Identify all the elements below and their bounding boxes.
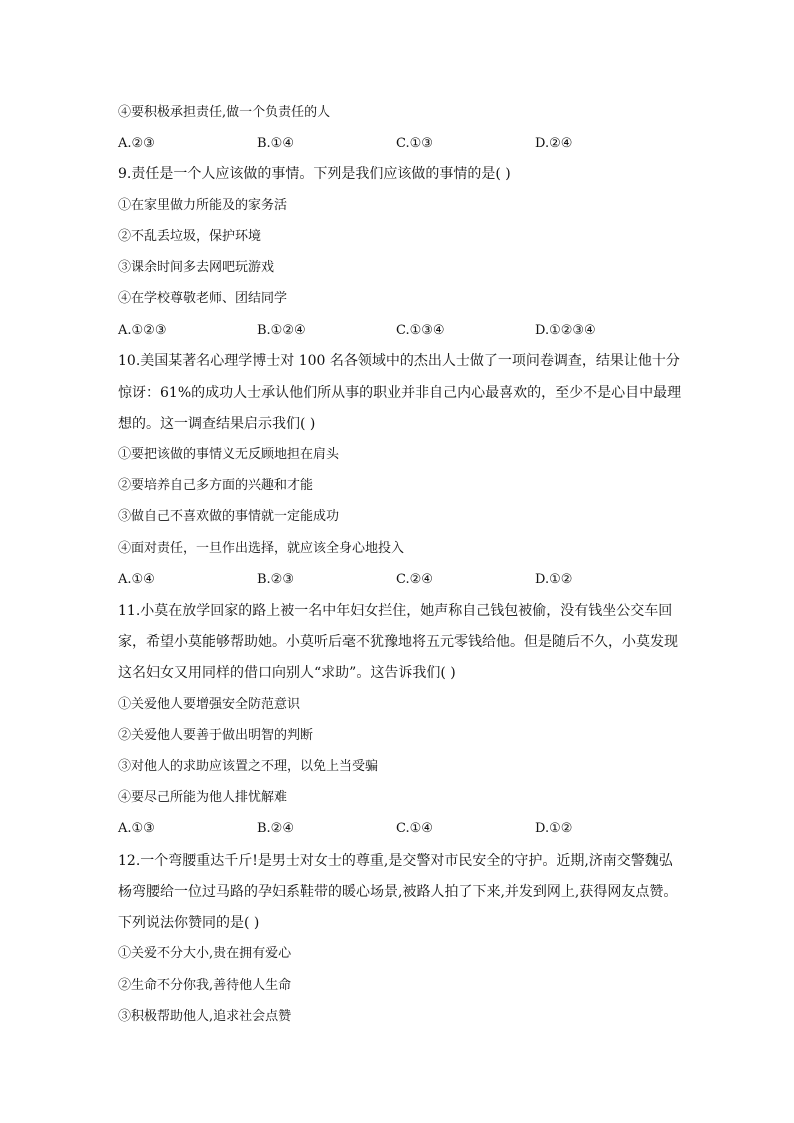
- q8-option-b: B.①④: [257, 136, 294, 151]
- q10-options: [118, 571, 678, 589]
- q11-option-a: A.①③: [118, 821, 155, 836]
- q8-item-4: ④要积极承担责任,做一个负责任的人: [118, 105, 331, 120]
- q12-stem-line-3: 下列说法你赞同的是( ): [118, 915, 260, 931]
- q10-item-3: ③做自己不喜欢做的事情就一定能成功: [118, 509, 340, 524]
- q12-stem-line-1: 12.一个弯腰重达千斤!是男士对女士的尊重,是交警对市民安全的守护。近期,济南交警魏弘: [118, 853, 673, 869]
- q10-stem-line-2: 惊讶：61%的成功人士承认他们所从事的职业并非自己内心最喜欢的，至少不是心目中最理: [118, 385, 682, 401]
- q11-item-2: ②关爱他人要善于做出明智的判断: [118, 728, 314, 743]
- q10-stem-line-1: 10.美国某著名心理学博士对 100 名各领域中的杰出人士做了一项问卷调查，结果让他十分: [118, 353, 680, 369]
- q9-option-a: A.①②③: [118, 323, 167, 338]
- q10-option-b: B.②③: [257, 572, 294, 587]
- q9-stem: 9.责任是一个人应该做的事情。下列是我们应该做的事情的是( ): [118, 166, 511, 182]
- q12-stem-line-2: 杨弯腰给一位过马路的孕妇系鞋带的暖心场景,被路人拍了下来,并发到网上,获得网友点赞。: [118, 884, 678, 900]
- q11-stem-line-3: 这名妇女又用同样的借口向别人“求助”。这告诉我们( ): [118, 665, 456, 681]
- q11-item-1: ①关爱他人要增强安全防范意识: [118, 697, 301, 712]
- q9-option-c: C.①③④: [396, 323, 445, 338]
- q12-item-1: ①关爱不分大小,贵在拥有爱心: [118, 946, 292, 961]
- q11-stem-line-2: 家，希望小莫能够帮助她。小莫听后毫不犹豫地将五元零钱给他。但是随后不久，小莫发现: [118, 634, 678, 650]
- q11-option-c: C.①④: [396, 821, 433, 836]
- q10-item-2: ②要培养自己多方面的兴趣和才能: [118, 478, 314, 493]
- q10-item-1: ①要把该做的事情义无反顾地担在肩头: [118, 447, 340, 462]
- q9-option-d: D.①②③④: [535, 323, 596, 338]
- q11-item-4: ④要尽己所能为他人排忧解难: [118, 790, 288, 805]
- q11-option-d: D.①②: [535, 821, 573, 836]
- q12-item-3: ③积极帮助他人,追求社会点赞: [118, 1009, 292, 1024]
- q9-item-1: ①在家里做力所能及的家务活: [118, 198, 288, 213]
- q9-options: [118, 322, 678, 340]
- q11-stem-line-1: 11.小莫在放学回家的路上被一名中年妇女拦住，她声称自己钱包被偷，没有钱坐公交车回: [118, 603, 673, 619]
- q9-option-b: B.①②④: [257, 323, 306, 338]
- q10-item-4: ④面对责任，一旦作出选择，就应该全身心地投入: [118, 541, 405, 556]
- q10-option-d: D.①②: [535, 572, 573, 587]
- q8-option-a: A.②③: [118, 136, 155, 151]
- q12-item-2: ②生命不分你我,善待他人生命: [118, 978, 292, 993]
- q11-options: [118, 820, 678, 838]
- q8-options: [118, 135, 678, 153]
- q8-option-c: C.①③: [396, 136, 433, 151]
- q10-option-a: A.①④: [118, 572, 155, 587]
- q9-item-3: ③课余时间多去网吧玩游戏: [118, 260, 275, 275]
- q9-item-4: ④在学校尊敬老师、团结同学: [118, 291, 288, 306]
- q10-stem-line-3: 想的。这一调查结果启示我们( ): [118, 416, 316, 432]
- q8-option-d: D.②④: [535, 136, 573, 151]
- q10-option-c: C.②④: [396, 572, 433, 587]
- q11-option-b: B.②④: [257, 821, 294, 836]
- q9-item-2: ②不乱丢垃圾，保护环境: [118, 229, 262, 244]
- q11-item-3: ③对他人的求助应该置之不理，以免上当受骗: [118, 759, 379, 774]
